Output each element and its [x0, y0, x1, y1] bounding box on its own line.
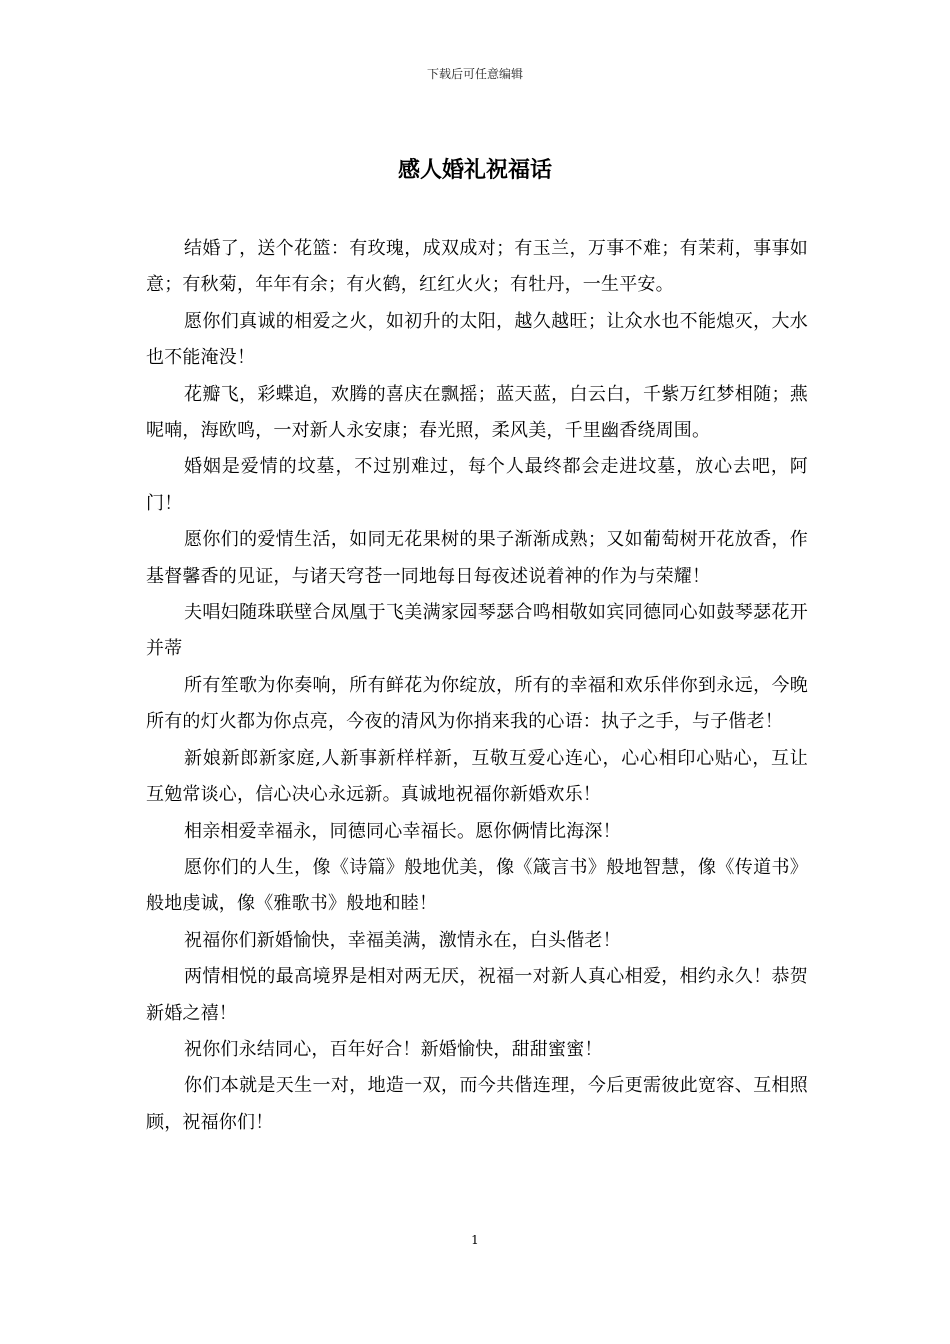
paragraph: 愿你们的爱情生活，如同无花果树的果子渐渐成熟；又如葡萄树开花放香，作基督馨香的见证，与诸天穹苍一同地每日每夜述说着神的作为与荣耀！ — [146, 529, 808, 587]
paragraph: 相亲相爱幸福永，同德同心幸福长。愿你俩情比海深！ — [184, 820, 621, 842]
paragraph: 所有笙歌为你奏响，所有鲜花为你绽放，所有的幸福和欢乐伴你到永远，今晚所有的灯火都为你点亮，今夜的清风为你捎来我的心语：执子之手，与子偕老！ — [146, 674, 808, 733]
paragraph: 愿你们真诚的相爱之火，如初升的太阳，越久越旺；让众水也不能熄灭，大水也不能淹没！ — [146, 310, 808, 369]
paragraph: 夫唱妇随珠联壁合凤凰于飞美满家园琴瑟合鸣相敬如宾同德同心如鼓琴瑟花开并蒂 — [146, 602, 808, 660]
paragraph: 你们本就是天生一对，地造一双，而今共偕连理，今后更需彼此宽容、互相照顾，祝福你们！ — [146, 1075, 808, 1133]
paragraph: 花瓣飞，彩蝶追，欢腾的喜庆在飘摇；蓝天蓝，白云白，千紫万红梦相随；燕呢喃，海欧鸣，一对新人永安康；春光照，柔风美，千里幽香绕周围。 — [146, 383, 808, 442]
paragraph: 结婚了，送个花篮：有玫瑰，成双成对；有玉兰，万事不难；有茉莉，事事如意；有秋菊，年年有余；有火鹤，红红火火；有牡丹，一生平安。 — [146, 238, 808, 296]
page-number: 1 — [471, 1233, 479, 1247]
paragraph: 愿你们的人生，像《诗篇》般地优美，像《箴言书》般地智慧，像《传道书》般地虔诚，像《雅歌书》般地和睦！ — [146, 856, 808, 915]
paragraph: 祝你们永结同心，百年好合！新婚愉快，甜甜蜜蜜！ — [184, 1038, 603, 1060]
header-note: 下载后可任意编辑 — [426, 67, 523, 81]
paragraph: 新娘新郎新家庭,人新事新样样新，互敬互爱心连心，心心相印心贴心，互让互勉常谈心，信心决心永远新。真诚地祝福你新婚欢乐！ — [146, 747, 808, 806]
document-title: 感人婚礼祝福话 — [397, 157, 552, 183]
paragraph: 祝福你们新婚愉快，幸福美满，激情永在，白头偕老！ — [184, 929, 621, 951]
paragraph: 两情相悦的最高境界是相对两无厌，祝福一对新人真心相爱，相约永久！恭贺新婚之禧！ — [146, 966, 808, 1024]
paragraph: 婚姻是爱情的坟墓，不过别难过，每个人最终都会走进坟墓，放心去吧，阿门！ — [146, 456, 808, 514]
document-body — [146, 231, 808, 1141]
